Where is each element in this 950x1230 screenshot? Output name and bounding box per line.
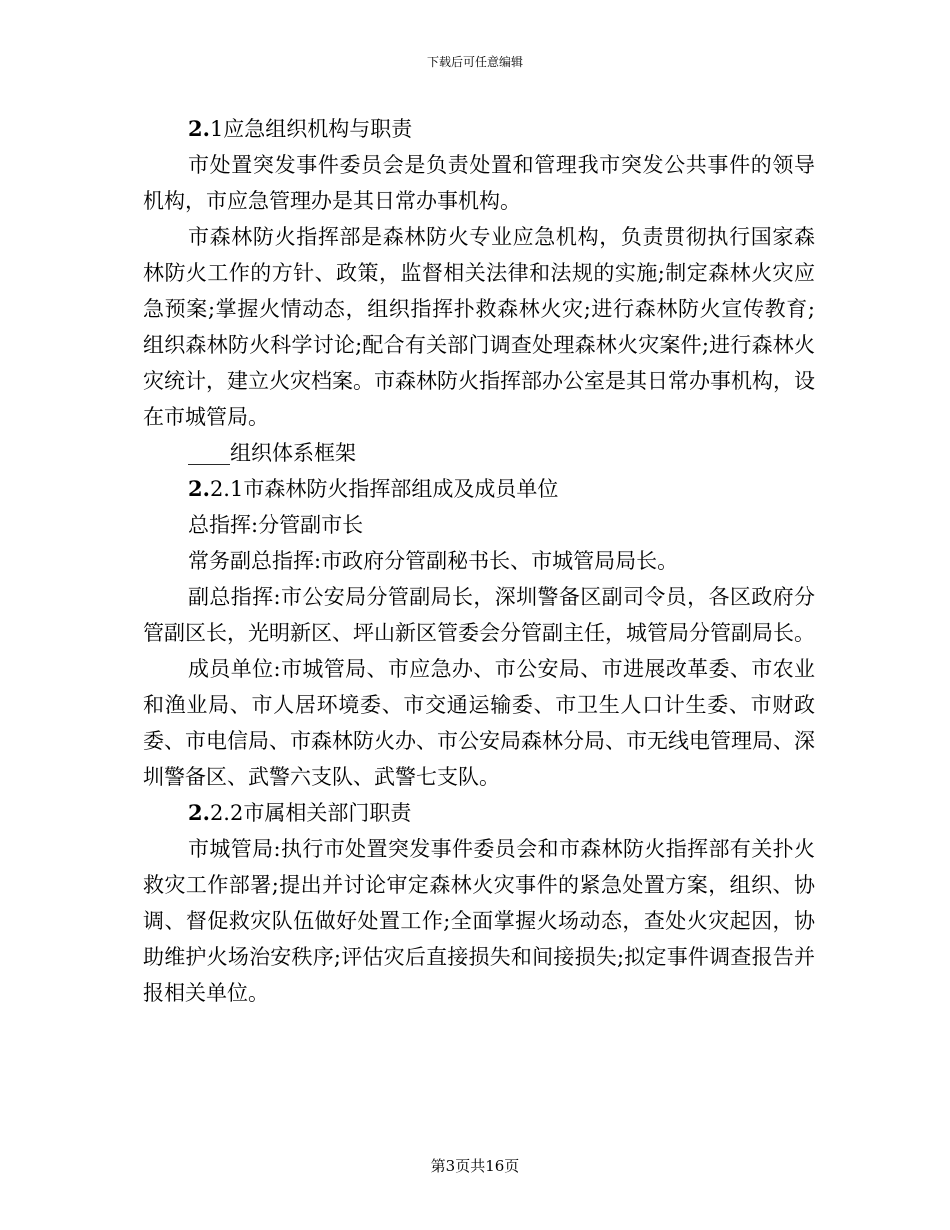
section-number: 2. — [188, 116, 210, 141]
page-footer: 第3页共16页 — [430, 1157, 520, 1175]
paragraph: 市森林防火指挥部是森林防火专业应急机构，负责贯彻执行国家森林防火工作的方针、政策，监督相关法律和法规的实施;制定森林火灾应急预案;掌握火情动态，组织指挥扑救森林火灾;进行森林防火宣传教育;组织森林防火科学讨论;配合有关部门调查处理森林火灾案件;进行森林火灾统计，建立火灾档案。市森林防火指挥部办公室是其日常办事机构，设在市城管局。 — [143, 225, 815, 429]
heading-2-1: 2.1应急组织机构与职责 — [188, 116, 413, 141]
document-body — [143, 111, 815, 1011]
paragraph: 总指挥:分管副市长 — [188, 513, 364, 537]
paragraph: 常务副总指挥:市政府分管副秘书长、市城管局局长。 — [188, 549, 679, 573]
paragraph: 市处置突发事件委员会是负责处置和管理我市突发公共事件的领导机构，市应急管理办是其日常办事机构。 — [143, 153, 815, 213]
section-number: 2. — [188, 476, 210, 501]
paragraph: 成员单位:市城管局、市应急办、市公安局、市进展改革委、市农业和渔业局、市人居环境委、市交通运输委、市卫生人口计生委、市财政委、市电信局、市森林防火办、市公安局森林分局、市无线电管理局、深圳警备区、武警六支队、武警七支队。 — [143, 657, 815, 789]
section-number: 2. — [188, 800, 210, 825]
paragraph: 副总指挥:市公安局分管副局长，深圳警备区副司令员，各区政府分管副区长，光明新区、坪山新区管委会分管副主任，城管局分管副局长。 — [143, 585, 815, 645]
page-header: 下载后可任意编辑 — [426, 55, 523, 69]
paragraph: 市城管局:执行市处置突发事件委员会和市森林防火指挥部有关扑火救灾工作部署;提出并讨论审定森林火灾事件的紧急处置方案，组织、协调、督促救灾队伍做好处置工作;全面掌握火场动态，查处火灾起因，协助维护火场治安秩序;评估灾后直接损失和间接损失;拟定事件调查报告并报相关单位。 — [143, 837, 815, 1005]
paragraph: ____组织体系框架 — [188, 441, 356, 465]
heading-2-2-2: 2.2.2市属相关部门职责 — [188, 800, 412, 825]
heading-2-2-1: 2.2.1市森林防火指挥部组成及成员单位 — [188, 476, 559, 501]
